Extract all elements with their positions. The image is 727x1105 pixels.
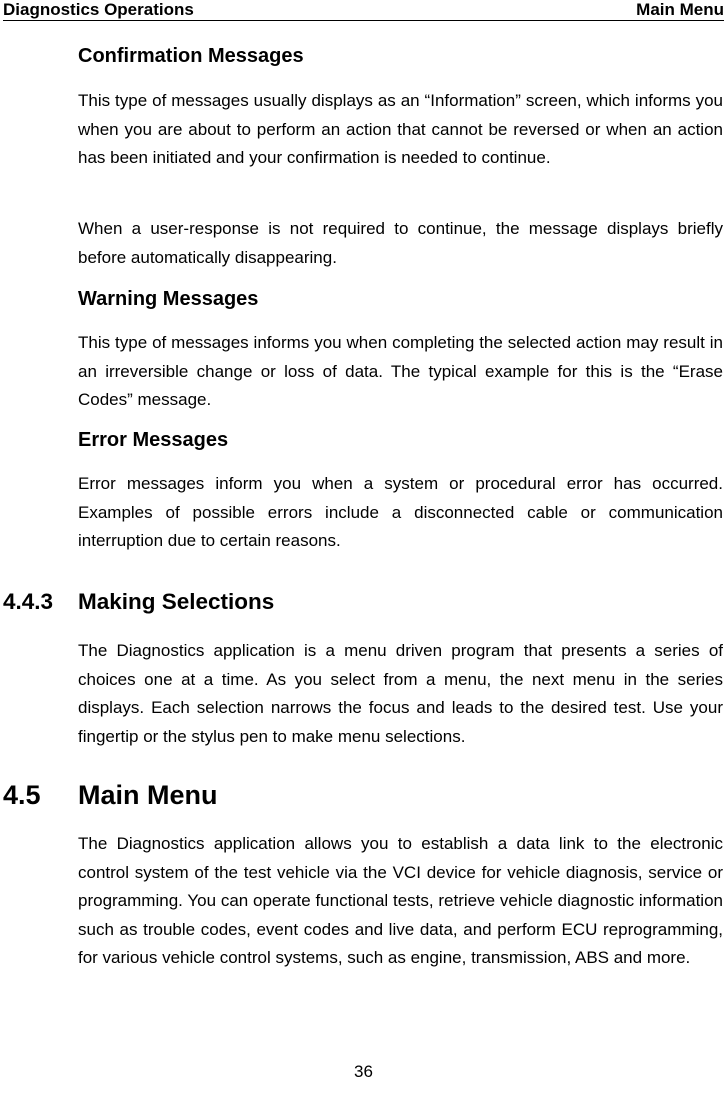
making-selections-paragraph: The Diagnostics application is a menu driven program that presents a series of choices one at a time. As you select from a menu, the next menu in the series displays. Each selection narrows the focus and leads to the desired test. Use your fingertip or the stylus pen to make menu selections. xyxy=(78,641,723,746)
header-section-title: Main Menu xyxy=(636,0,724,19)
section-number: 4.5 xyxy=(3,780,41,810)
page-header xyxy=(3,0,724,21)
confirmation-paragraph-2: When a user-response is not required to continue, the message displays briefly before automatically disappearing. xyxy=(78,219,723,267)
making-selections-heading xyxy=(3,589,274,615)
error-paragraph: Error messages inform you when a system or procedural error has occurred. Examples of possible errors include a disconnected cable or communication interruption due to certain reasons. xyxy=(78,474,723,551)
confirmation-paragraph-1: This type of messages usually displays as an “Information” screen, which informs you when you are about to perform an action that cannot be reversed or when an action has been initiated and your confirmation is needed to continue. xyxy=(78,91,723,168)
warning-messages-heading: Warning Messages xyxy=(78,288,259,310)
section-number: 4.4.3 xyxy=(3,589,54,614)
warning-paragraph: This type of messages informs you when completing the selected action may result in an irreversible change or loss of data. The typical example for this is the “Erase Codes” message. xyxy=(78,333,723,410)
main-menu-paragraph: The Diagnostics application allows you to establish a data link to the electronic control system of the test vehicle via the VCI device for vehicle diagnosis, service or programming. You can operate functional tests, retrieve vehicle diagnostic information such as trouble codes, event codes and live data, and perform ECU reprogramming, for various vehicle control systems, such as engine, transmission, ABS and more. xyxy=(78,834,723,968)
section-title: Main Menu xyxy=(78,780,218,810)
confirmation-messages-heading: Confirmation Messages xyxy=(78,45,304,67)
main-menu-heading xyxy=(3,780,218,810)
page-number: 36 xyxy=(354,1062,373,1081)
error-messages-heading: Error Messages xyxy=(78,429,229,451)
section-title: Making Selections xyxy=(78,589,275,614)
header-chapter-title: Diagnostics Operations xyxy=(3,0,194,19)
